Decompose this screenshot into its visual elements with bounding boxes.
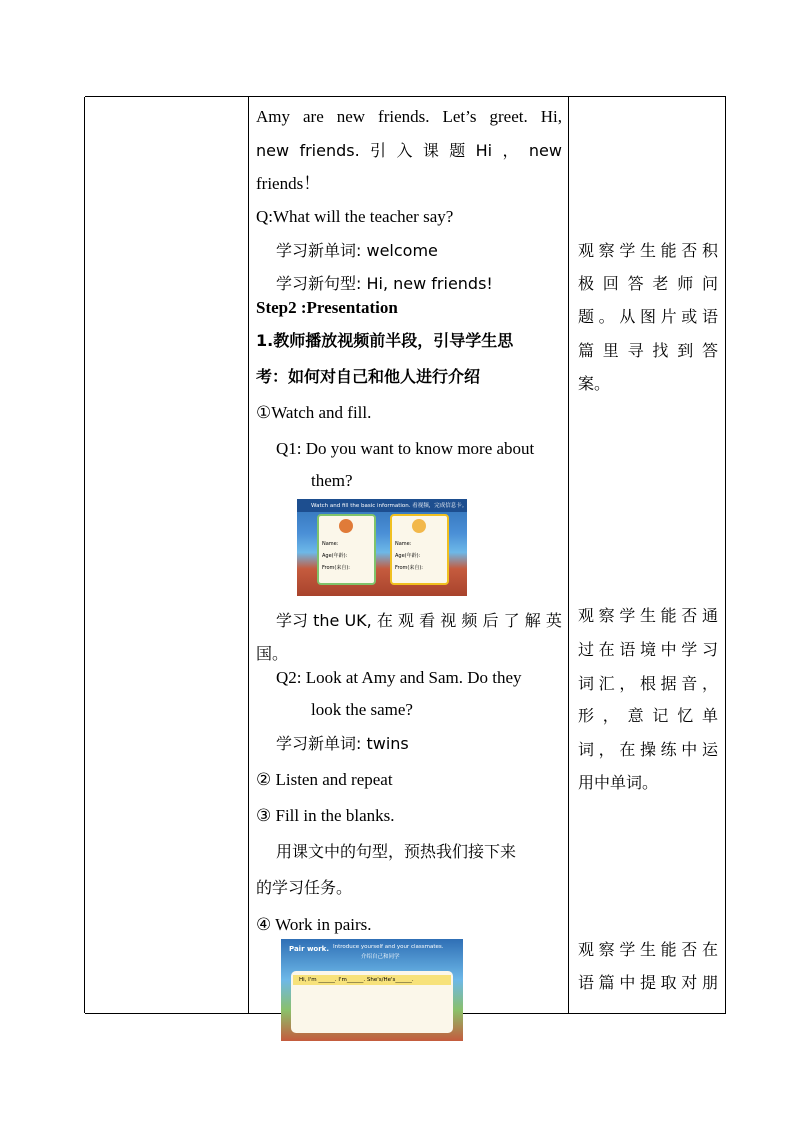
r4-token: 找 — [652, 341, 669, 360]
text-line-1 — [256, 107, 562, 127]
text-line-15: Q2: Look at Amy and Sam. Do they — [276, 668, 522, 687]
l13-token: 解 — [524, 611, 541, 630]
pair-work-image — [281, 939, 463, 1041]
r3-token: 语 — [701, 307, 718, 326]
right-line-3 — [578, 307, 718, 327]
info-card-1 — [317, 514, 376, 585]
r6-token: 察 — [598, 606, 615, 625]
card1-age-label: Age(年龄): — [322, 553, 348, 559]
l2-token: 课 — [422, 141, 439, 160]
right-line-5: 案。 — [578, 374, 611, 393]
r2-token: 问 — [701, 274, 718, 293]
watch-and-fill-image — [297, 499, 467, 596]
r12-token: 学 — [619, 940, 636, 959]
text-line-9: 考：如何对自己和他人进行介绍 — [256, 367, 481, 386]
r12-token: 在 — [701, 940, 718, 959]
info-card-2 — [390, 514, 449, 585]
text-line-12: them? — [311, 471, 353, 490]
r12-token: 否 — [681, 940, 698, 959]
l1-token: Let’s — [442, 107, 477, 126]
r6-token: 否 — [681, 606, 698, 625]
r7-token: 在 — [598, 640, 615, 659]
l13-token: 了 — [503, 611, 520, 630]
card1-name-label: Name: — [322, 541, 339, 547]
l13-token: 看 — [419, 611, 436, 630]
image2-title: Pair work. — [289, 945, 329, 953]
r3-token: 题 — [578, 307, 595, 326]
r1-token: 学 — [619, 241, 636, 260]
text-line-5: 学习新单词: welcome — [276, 241, 438, 260]
right-line-7 — [578, 640, 718, 660]
boy-avatar-icon — [339, 519, 353, 533]
r6-token: 生 — [639, 606, 656, 625]
l2-token: Hi — [475, 141, 493, 160]
l2-token: 引 — [370, 141, 387, 160]
r6-token: 通 — [701, 606, 718, 625]
card2-age-label: Age(年龄): — [395, 553, 421, 559]
r6-token: 观 — [578, 606, 595, 625]
r4-token: 到 — [677, 341, 694, 360]
text-line-14: 国。 — [256, 644, 289, 663]
card2-fields — [395, 538, 423, 574]
card1-fields — [322, 538, 350, 574]
step2-heading: Step2 :Presentation — [256, 298, 398, 317]
text-line-8: 1.教师播放视频前半段，引导学生思 — [256, 331, 514, 350]
r3-token: 图 — [639, 307, 656, 326]
text-line-13 — [276, 611, 562, 631]
l13-token: 观 — [398, 611, 415, 630]
r13-token: 朋 — [701, 973, 718, 992]
r9-token: 忆 — [677, 706, 694, 725]
l13-token: 后 — [482, 611, 499, 630]
l13-token: 频 — [461, 611, 478, 630]
r3-token: 或 — [681, 307, 698, 326]
r13-token: 语 — [578, 973, 595, 992]
r3-token: 。 — [598, 307, 615, 326]
r3-token: 从 — [619, 307, 636, 326]
r4-token: 篇 — [578, 341, 595, 360]
r4-token: 里 — [602, 341, 619, 360]
r2-token: 师 — [677, 274, 694, 293]
r10-token: 在 — [619, 740, 636, 759]
r12-token: 察 — [598, 940, 615, 959]
r4-token: 寻 — [627, 341, 644, 360]
r12-token: 能 — [660, 940, 677, 959]
l2-token: ， — [502, 141, 519, 160]
l1-token: friends. — [378, 107, 430, 126]
text-line-2 — [256, 141, 562, 161]
r1-token: 能 — [660, 241, 677, 260]
right-line-11: 用中单词。 — [578, 773, 659, 792]
r1-token: 观 — [578, 241, 595, 260]
l1-token: Hi, — [540, 107, 562, 126]
right-line-2 — [578, 274, 718, 294]
right-line-4 — [578, 341, 718, 361]
text-line-21: 的学习任务。 — [256, 878, 353, 897]
r7-token: 语 — [619, 640, 636, 659]
r7-token: 境 — [639, 640, 656, 659]
r10-token: 运 — [701, 740, 718, 759]
r4-token: 答 — [701, 341, 718, 360]
l1-token: new — [336, 107, 366, 126]
l2-token: new — [256, 141, 290, 160]
l13-token: the UK, — [313, 611, 372, 630]
r7-token: 过 — [578, 640, 595, 659]
text-line-6: 学习新句型: Hi, new friends! — [276, 274, 493, 293]
l1-token: are — [302, 107, 324, 126]
l1-token: Amy — [256, 107, 290, 126]
l2-token: 题 — [449, 141, 466, 160]
l13-token: 在 — [376, 611, 393, 630]
r13-token: 提 — [639, 973, 656, 992]
r8-token: 据 — [660, 674, 677, 693]
text-line-11: Q1: Do you want to know more about — [276, 439, 535, 458]
r9-token: ， — [602, 706, 619, 725]
r6-token: 学 — [619, 606, 636, 625]
r12-token: 观 — [578, 940, 595, 959]
text-line-17: 学习新单词: twins — [276, 734, 409, 753]
card2-name-label: Name: — [395, 541, 412, 547]
r10-token: 词 — [578, 740, 595, 759]
l2-token: new — [528, 141, 562, 160]
r13-token: 篇 — [598, 973, 615, 992]
r1-token: 否 — [681, 241, 698, 260]
column-divider-1 — [248, 97, 249, 1013]
r1-token: 察 — [598, 241, 615, 260]
r7-token: 习 — [701, 640, 718, 659]
r13-token: 对 — [681, 973, 698, 992]
r8-token: 汇 — [598, 674, 615, 693]
r1-token: 生 — [639, 241, 656, 260]
l2-token: friends. — [299, 141, 360, 160]
r7-token: 学 — [681, 640, 698, 659]
r10-token: ， — [598, 740, 615, 759]
right-line-13 — [578, 973, 718, 993]
r9-token: 形 — [578, 706, 595, 725]
l1-token: greet. — [489, 107, 528, 126]
text-line-19: ③ Fill in the blanks. — [256, 806, 395, 825]
image2-subtitle-zh: 介绍自己和同学 — [361, 954, 400, 960]
r8-token: ， — [701, 674, 718, 693]
girl-avatar-icon — [412, 519, 426, 533]
r10-token: 练 — [660, 740, 677, 759]
text-line-18: ② Listen and repeat — [256, 770, 393, 789]
l13-token: 学习 — [276, 611, 309, 630]
right-line-12 — [578, 940, 718, 960]
table-right-border — [725, 97, 726, 1013]
r8-token: ， — [619, 674, 636, 693]
r2-token: 回 — [602, 274, 619, 293]
image1-header: Watch and fill the basic information. 看视频，完成信息卡。 — [311, 503, 467, 509]
column-divider-2 — [568, 97, 569, 1013]
right-line-1 — [578, 241, 718, 261]
l13-token: 英 — [545, 611, 562, 630]
r9-token: 单 — [701, 706, 718, 725]
r9-token: 意 — [627, 706, 644, 725]
r6-token: 能 — [660, 606, 677, 625]
r7-token: 中 — [660, 640, 677, 659]
image2-subtitle: Introduce yourself and your classmates. — [333, 944, 444, 950]
r8-token: 词 — [578, 674, 595, 693]
r8-token: 根 — [639, 674, 656, 693]
l2-token: 入 — [396, 141, 413, 160]
table-left-border — [84, 97, 85, 1013]
r2-token: 老 — [652, 274, 669, 293]
image2-sentence: Hi, I'm ______. I'm______. She's/He's______. — [293, 975, 451, 985]
r3-token: 片 — [660, 307, 677, 326]
image2-panel — [291, 971, 453, 1033]
right-line-9 — [578, 706, 718, 726]
r10-token: 中 — [681, 740, 698, 759]
right-line-10 — [578, 740, 718, 760]
text-line-3: friends！ — [256, 174, 321, 193]
r13-token: 中 — [619, 973, 636, 992]
l13-token: 视 — [440, 611, 457, 630]
card2-from-label: From(来自): — [395, 565, 423, 571]
right-line-6 — [578, 606, 718, 626]
card1-from-label: From(来自): — [322, 565, 350, 571]
text-line-4: Q:What will the teacher say? — [256, 207, 454, 226]
r10-token: 操 — [639, 740, 656, 759]
r1-token: 积 — [701, 241, 718, 260]
text-line-20: 用课文中的句型，预热我们接下来 — [276, 842, 517, 861]
r2-token: 答 — [627, 274, 644, 293]
r2-token: 极 — [578, 274, 595, 293]
text-line-10: ①Watch and fill. — [256, 403, 372, 422]
r8-token: 音 — [681, 674, 698, 693]
right-line-8 — [578, 674, 718, 694]
r9-token: 记 — [652, 706, 669, 725]
text-line-22: ④ Work in pairs. — [256, 915, 372, 934]
r12-token: 生 — [639, 940, 656, 959]
text-line-16: look the same? — [311, 700, 413, 719]
r13-token: 取 — [660, 973, 677, 992]
